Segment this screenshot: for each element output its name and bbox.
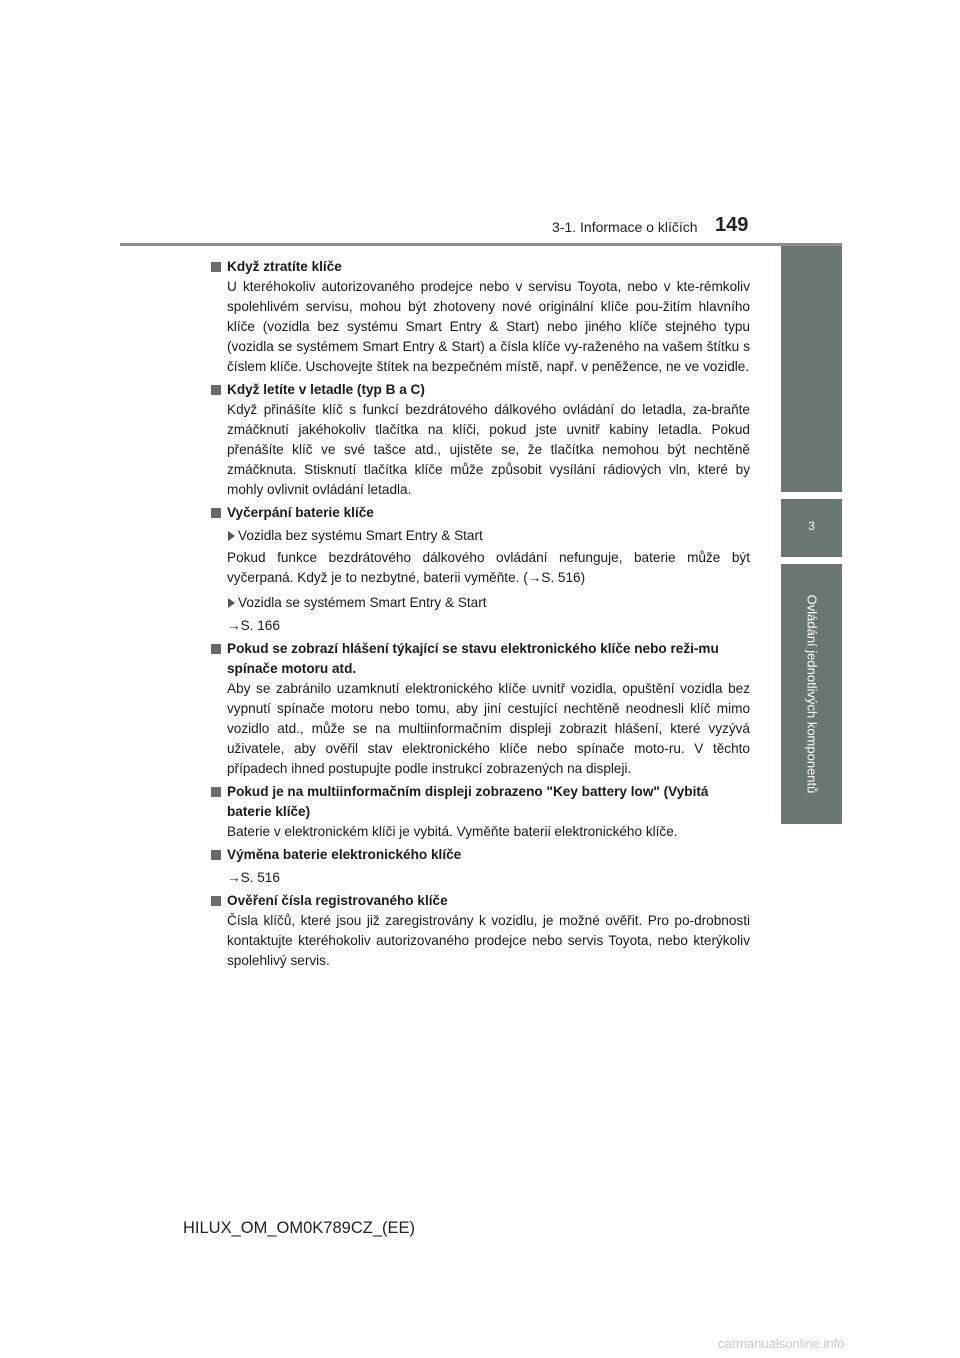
side-tab-number: 3 bbox=[808, 519, 815, 533]
section-heading: Výměna baterie elektronického klíče bbox=[211, 845, 750, 865]
section-paragraph: Čísla klíčů, které jsou již zaregistrovány k vozidlu, je možné ověřit. Pro po-drobnosti kontaktujte kteréhokoliv autorizovaného prodejce nebo servis Toyota, nebo kterýkoliv spolehlivý servis. bbox=[227, 913, 750, 968]
square-bullet-icon bbox=[211, 896, 221, 906]
section-paragraph: Aby se zabránilo uzamknutí elektronického klíče uvnitř vozidla, opuštění vozidla bez vypnutí spínače motoru nebo tomu, aby jiní cestující nechtěně neodnesli klíč mimo vozidlo atd., může se na multiinformačním displeji zobrazit hlášení, které vyzývá uživatele, aby ověřil stav elektronického klíče nebo spínače moto-ru. V těchto případech ihned postupujte podle instrukcí zobrazených na displeji. bbox=[227, 681, 750, 776]
section-paragraph: Když přinášíte klíč s funkcí bezdrátového dálkového ovládání do letadla, za-braňte zmáčknutí jakéhokoliv tlačítka na klíči, pokud jste uvnitř kabiny letadla. Pokud přenášíte klíč ve své tašce atd., ujistěte se, že tlačítka nemohou být nechtěně zmáčknuta. Stisknutí tlačítka klíče může způsobit vysílání rádiových vln, které by mohly ovlivnit ovládání letadla. bbox=[227, 402, 750, 497]
square-bullet-icon bbox=[211, 850, 221, 860]
page-number: 149 bbox=[715, 214, 749, 236]
page-reference: →S. 166 bbox=[227, 618, 280, 633]
section-heading: Když letíte v letadle (typ B a C) bbox=[211, 380, 750, 400]
header-rule bbox=[120, 243, 842, 246]
square-bullet-icon bbox=[211, 508, 221, 518]
header-section-title: 3-1. Informace o klíčích bbox=[552, 219, 698, 235]
section-heading: Ověření čísla registrovaného klíče bbox=[211, 891, 750, 911]
footer-document-code: HILUX_OM_OM0K789CZ_(EE) bbox=[183, 1219, 415, 1237]
section-heading: Vyčerpání baterie klíče bbox=[211, 503, 750, 523]
sub-item: Vozidla bez systému Smart Entry & Start bbox=[211, 526, 750, 546]
watermark: carmanualsonline.info bbox=[718, 1336, 845, 1351]
square-bullet-icon bbox=[211, 644, 221, 654]
triangle-bullet-icon bbox=[228, 598, 235, 608]
square-bullet-icon bbox=[211, 262, 221, 272]
square-bullet-icon bbox=[211, 385, 221, 395]
section-heading: Když ztratíte klíče bbox=[211, 257, 750, 277]
page-content bbox=[211, 254, 750, 971]
section-heading: Pokud se zobrazí hlášení týkající se stavu elektronického klíče nebo reži-mu spínače motoru atd. bbox=[211, 639, 750, 679]
section-paragraph: Pokud funkce bezdrátového dálkového ovládání nefunguje, baterie může být vyčerpaná. Když je to nezbytné, baterii vyměňte. (→S. 516) bbox=[227, 550, 750, 585]
section-paragraph: U kteréhokoliv autorizovaného prodejce nebo v servisu Toyota, nebo v kte-rémkoliv spolehlivém servisu, mohou být zhotoveny nové originální klíče pou-žitím hlavního klíče (vozidla bez systému Smart Entry & Start) nebo jiného klíče stejného typu (vozidla se systémem Smart Entry & Start) a čísla klíče vy-raženého na vašem štítku s číslem klíče. Uschovejte štítek na bezpečném místě, např. v peněžence, ne ve vozidle. bbox=[227, 279, 750, 374]
sub-item: Vozidla se systémem Smart Entry & Start bbox=[211, 593, 750, 613]
side-tab-label: Ovládání jednotlivých komponentů bbox=[804, 594, 820, 794]
section-heading: Pokud je na multiinformačním displeji zobrazeno "Key battery low" (Vybitá baterie klíče) bbox=[211, 782, 750, 822]
section-paragraph: Baterie v elektronickém klíči je vybitá. Vyměňte baterii elektronického klíče. bbox=[227, 824, 678, 839]
side-tab-upper bbox=[781, 246, 842, 492]
triangle-bullet-icon bbox=[228, 531, 235, 541]
page-reference: →S. 516 bbox=[227, 870, 280, 885]
square-bullet-icon bbox=[211, 787, 221, 797]
